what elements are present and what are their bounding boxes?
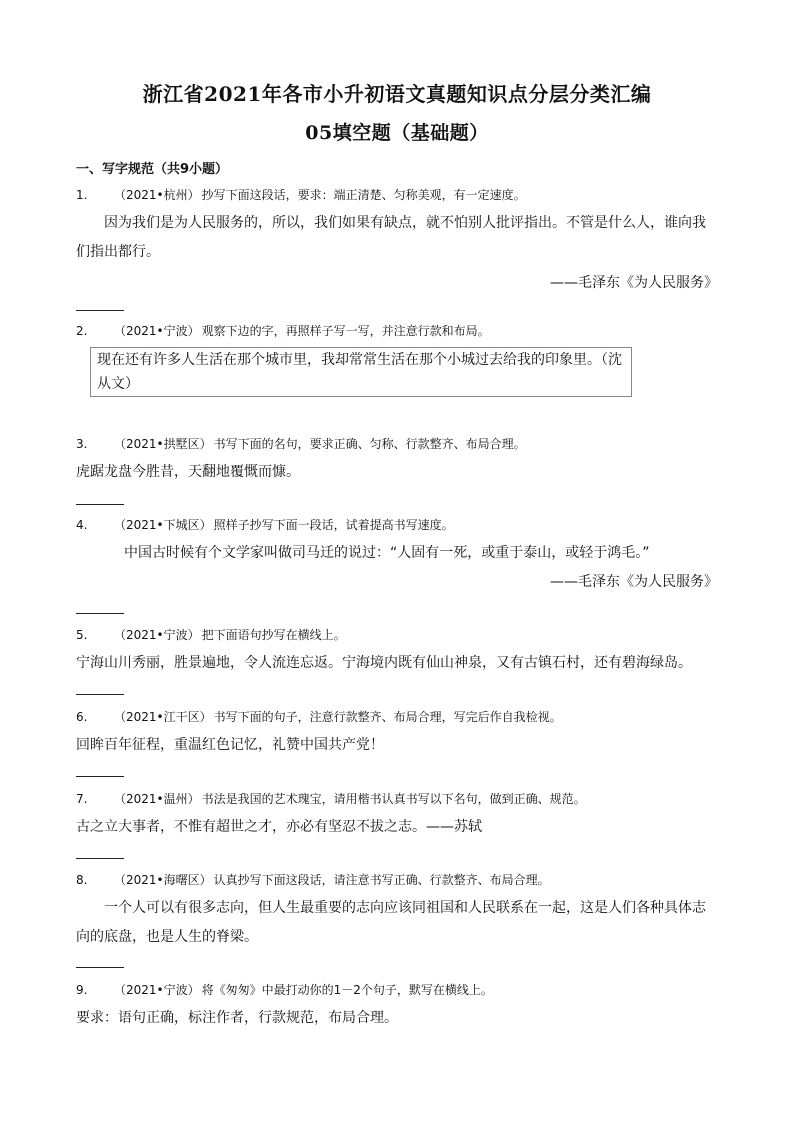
question-8 [76,870,718,952]
question-prompt: 把下面语句抄写在横线上。 [201,628,346,642]
question-text: 虎踞龙盘今胜昔，天翻地覆慨而慷。 [76,464,300,480]
question-4 [76,515,718,596]
question-prompt: 抄写下面这段话，要求：端正清楚、匀称美观，有一定速度。 [201,188,526,202]
question-attribution: ——毛泽东《为人民服务》 [550,275,718,291]
question-source: （2021•宁波） [114,324,200,338]
answer-blank-line [76,310,124,311]
question-text: 因为我们是为人民服务的，所以，我们如果有缺点，就不怕别人批评指出。不管是什么人，谁向我们指出都行。 [76,215,706,260]
question-source: （2021•宁波） [114,983,200,997]
answer-blank-line [76,504,124,505]
answer-blank-line [76,694,124,695]
question-prompt: 观察下边的字，再照样子写一写，并注意行款和布局。 [201,324,490,338]
question-1 [76,185,718,297]
question-number: 4. [76,518,88,532]
question-source: （2021•下城区） [114,518,212,532]
question-source: （2021•温州） [114,792,200,806]
section-heading: 一、写字规范（共9小题） [76,162,229,177]
question-source: （2021•海曙区） [114,873,212,887]
question-source: （2021•杭州） [114,188,200,202]
question-text: 要求：语句正确，标注作者，行款规范，布局合理。 [76,1010,398,1026]
question-number: 6. [76,710,88,724]
question-6 [76,707,718,760]
question-9 [76,980,718,1033]
document-subtitle: 05填空题（基础题） [305,122,489,144]
question-2 [76,321,718,341]
question-number: 1. [76,188,88,202]
question-number: 3. [76,437,88,451]
answer-blank-line [76,613,124,614]
question-attribution: ——毛泽东《为人民服务》 [550,574,718,590]
answer-blank-line [76,967,124,968]
question-text: 一个人可以有很多志向，但人生最重要的志向应该同祖国和人民联系在一起，这是人们各种具体志向的底盘，也是人生的脊梁。 [76,900,706,945]
question-text: 宁海山川秀丽，胜景遍地，令人流连忘返。宁海境内既有仙山神泉，又有古镇石村，还有碧海绿岛。 [76,655,692,671]
question-source: （2021•拱墅区） [114,437,212,451]
question-number: 2. [76,324,88,338]
document-title: 浙江省2021年各市小升初语文真题知识点分层分类汇编 [142,82,652,106]
question-prompt: 认真抄写下面这段话，请注意书写正确、行款整齐、布局合理。 [213,873,550,887]
question-7 [76,789,718,842]
question-number: 9. [76,983,88,997]
question-prompt: 将《匆匆》中最打动你的1－2个句子，默写在横线上。 [201,983,493,997]
question-prompt: 书写下面的句子，注意行款整齐、布局合理，写完后作自我检视。 [213,710,562,724]
question-prompt: 书写下面的名句，要求正确、匀称、行款整齐、布局合理。 [213,437,526,451]
question-text: 回眸百年征程，重温红色记忆，礼赞中国共产党！ [76,737,384,753]
question-source: （2021•宁波） [114,628,200,642]
question-prompt: 照样子抄写下面一段话，试着提高书写速度。 [213,518,454,532]
question-3 [76,434,718,487]
question-number: 5. [76,628,88,642]
model-text-box: 现在还有许多人生活在那个城市里，我却常常生活在那个小城过去给我的印象里。（沈从文） [90,347,632,397]
answer-blank-line [76,858,124,859]
answer-blank-line [76,776,124,777]
question-number: 7. [76,792,88,806]
question-5 [76,625,718,678]
question-text: 中国古时候有个文学家叫做司马迁的说过：“人固有一死，或重于泰山，或轻于鸿毛。” [124,545,650,561]
question-source: （2021•江干区） [114,710,212,724]
question-number: 8. [76,873,88,887]
question-text: 古之立大事者，不惟有超世之才，亦必有坚忍不拔之志。——苏轼 [76,819,482,835]
question-prompt: 书法是我国的艺术瑰宝，请用楷书认真书写以下名句，做到正确、规范。 [201,792,586,806]
